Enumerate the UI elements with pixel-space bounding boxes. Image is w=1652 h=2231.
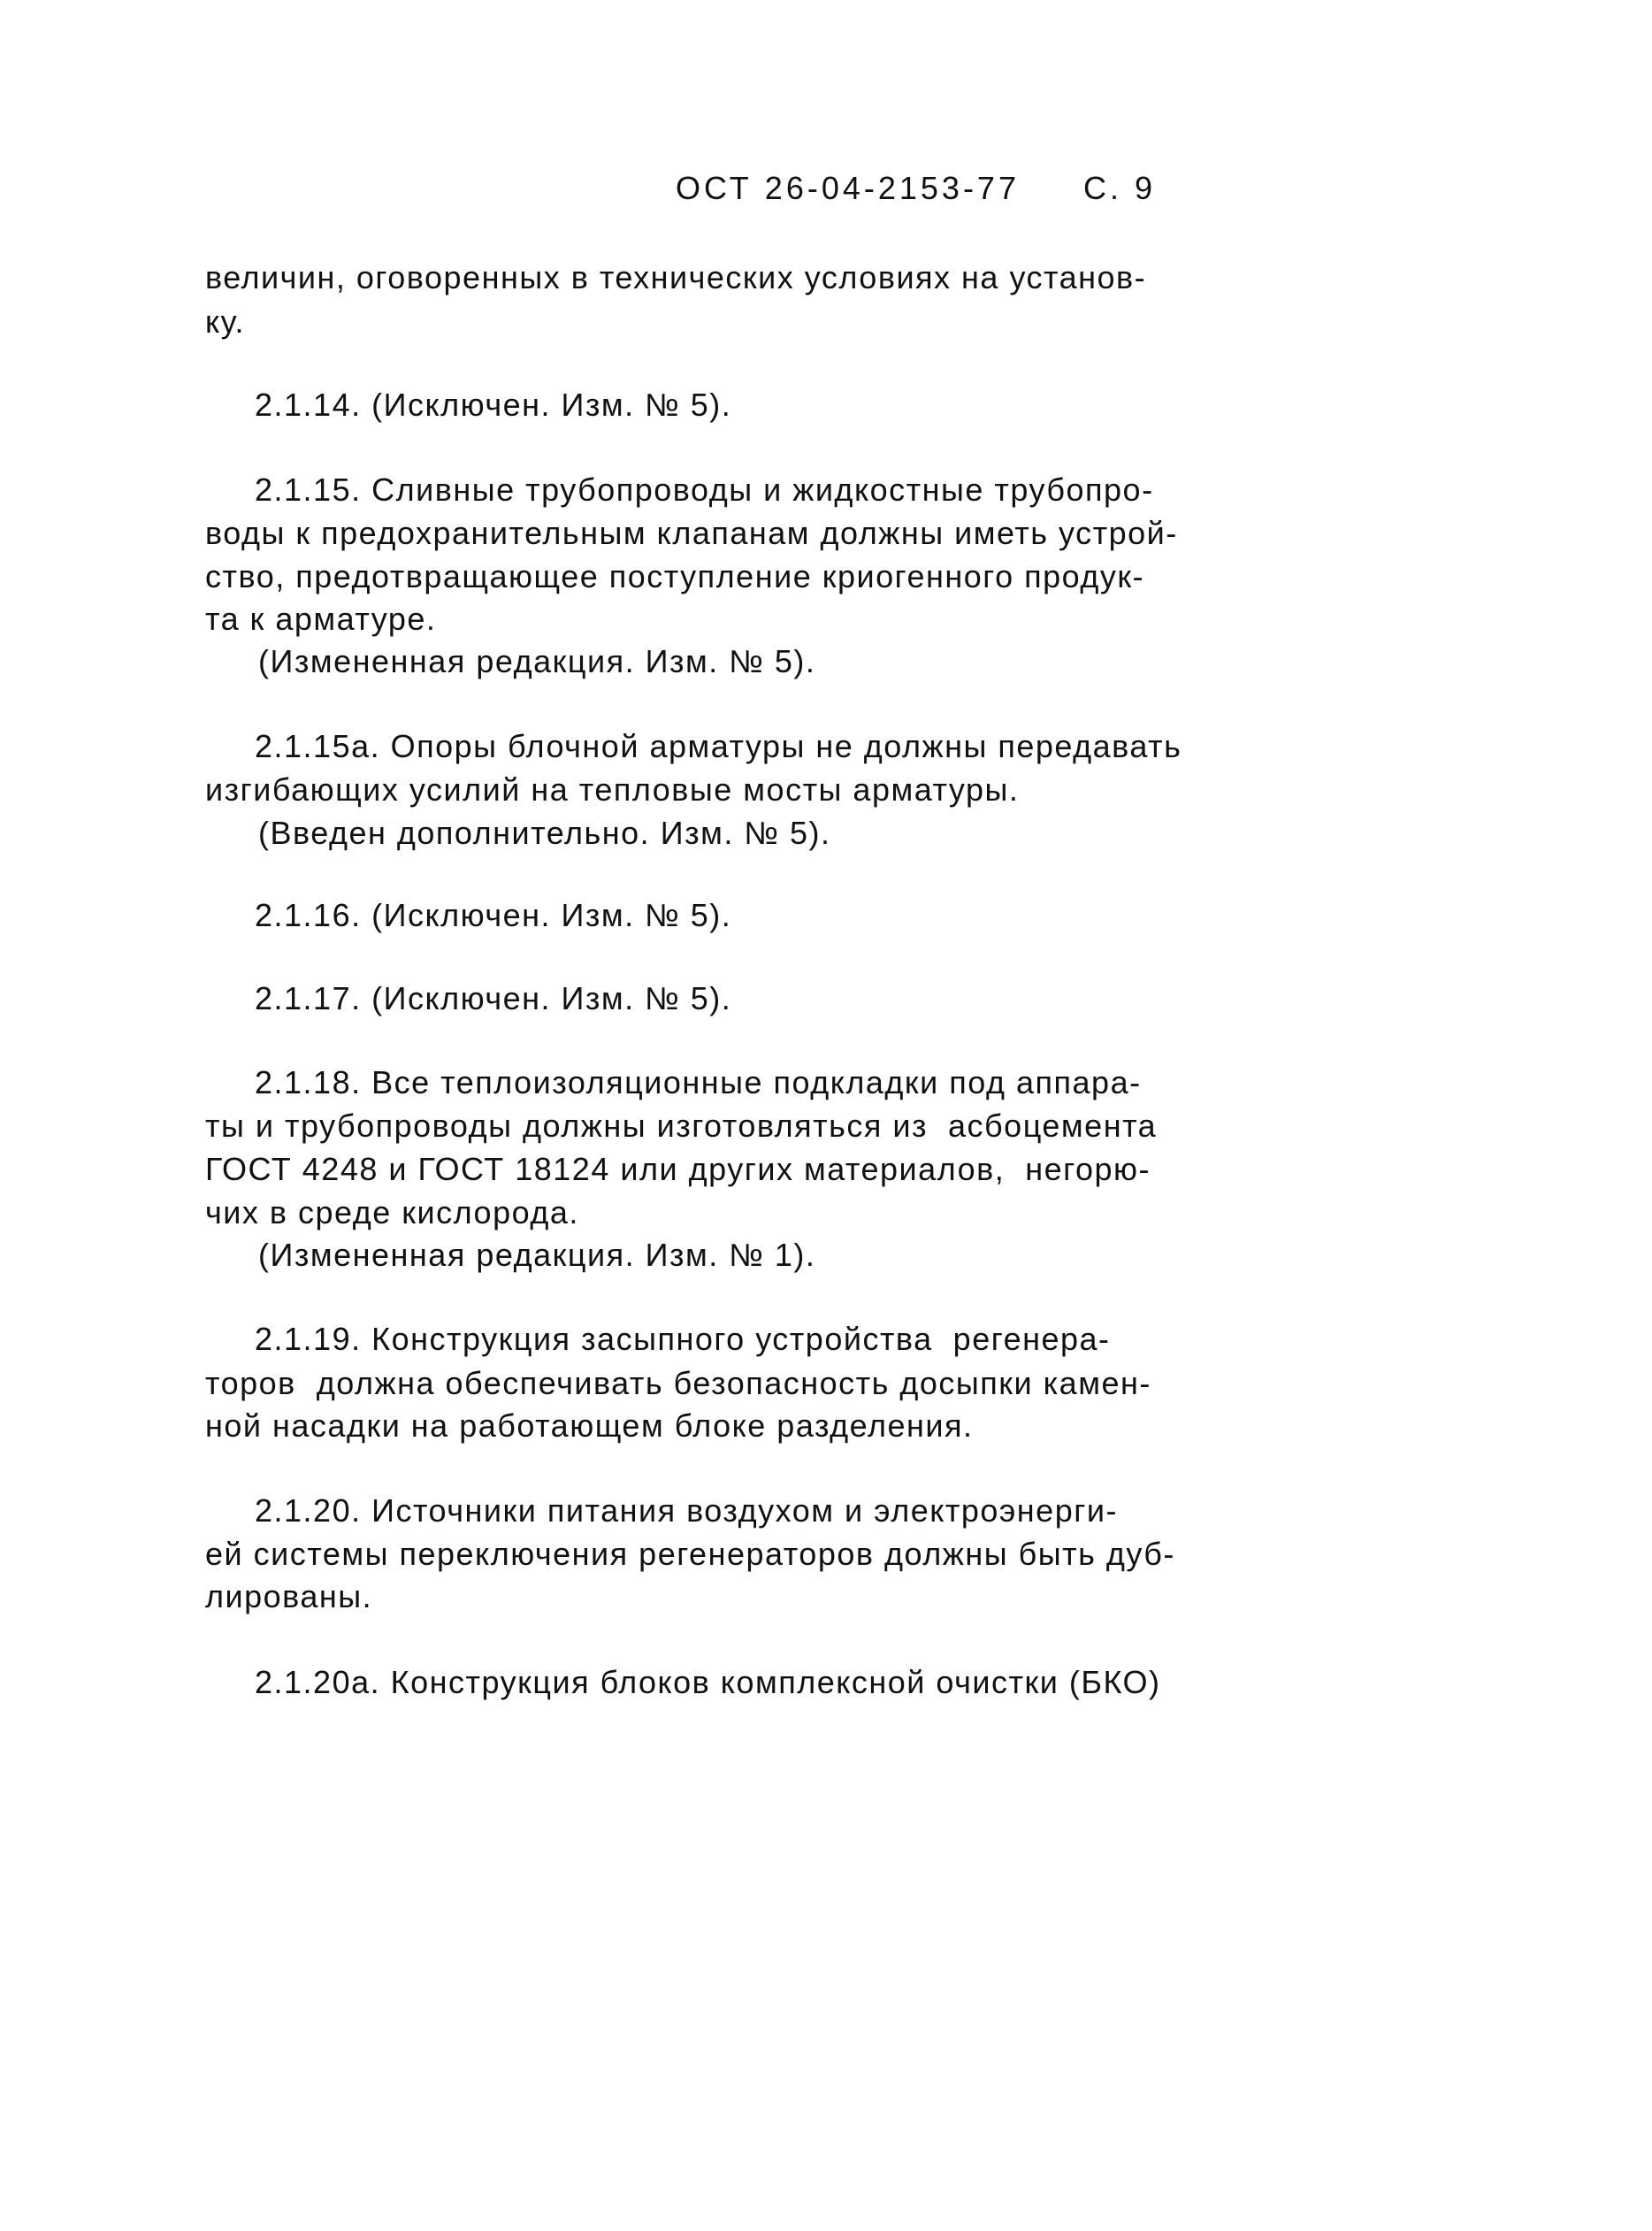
text-line: изгибающих усилий на тепловые мосты арматуры. [205, 771, 1020, 808]
clause-2-1-15a: 2.1.15а. Опоры блочной арматуры не должны передавать [255, 728, 1182, 764]
clause-2-1-17: 2.1.17. (Исключен. Изм. № 5). [255, 980, 732, 1016]
amendment-note: (Измененная редакция. Изм. № 5). [258, 643, 816, 679]
text-line: чих в среде кислорода. [205, 1194, 579, 1230]
text-line: ГОСТ 4248 и ГОСТ 18124 или других материалов, негорю- [205, 1151, 1151, 1187]
text-line: ной насадки на работающем блоке разделения. [205, 1407, 974, 1444]
clause-2-1-19: 2.1.19. Конструкция засыпного устройства регенера- [255, 1321, 1111, 1357]
clause-2-1-18: 2.1.18. Все теплоизоляционные подкладки под аппара- [255, 1064, 1142, 1100]
clause-2-1-16: 2.1.16. (Исключен. Изм. № 5). [255, 897, 732, 933]
page-header [676, 170, 1156, 207]
amendment-note: (Введен дополнительно. Изм. № 5). [258, 815, 831, 851]
text-line: воды к предохранительным клапанам должны иметь устрой- [205, 515, 1178, 551]
text-line: лированы. [205, 1578, 373, 1614]
amendment-note: (Измененная редакция. Изм. № 1). [258, 1237, 816, 1273]
text-line: ку. [205, 303, 246, 340]
page-number: С. 9 [1082, 170, 1157, 206]
text-line: ты и трубопроводы должны изготовляться из асбоцемента [205, 1108, 1158, 1144]
clause-2-1-20: 2.1.20. Источники питания воздухом и электроэнерги- [255, 1492, 1118, 1529]
document-code: ОСТ 26-04-2153-77 [676, 170, 1020, 206]
clause-2-1-14: 2.1.14. (Исключен. Изм. № 5). [255, 387, 732, 423]
text-line: торов должна обеспечивать безопасность досыпки камен- [205, 1365, 1151, 1401]
text-line: ство, предотвращающее поступление криогенного продук- [205, 558, 1145, 594]
text-line: величин, оговоренных в технических условиях на установ- [205, 259, 1147, 295]
clause-2-1-20a: 2.1.20а. Конструкция блоков комплексной очистки (БКО) [255, 1664, 1161, 1700]
clause-2-1-15: 2.1.15. Сливные трубопроводы и жидкостные трубопро- [255, 472, 1154, 508]
text-line: та к арматуре. [205, 601, 437, 637]
text-line: ей системы переключения регенераторов должны быть дуб- [205, 1536, 1175, 1572]
